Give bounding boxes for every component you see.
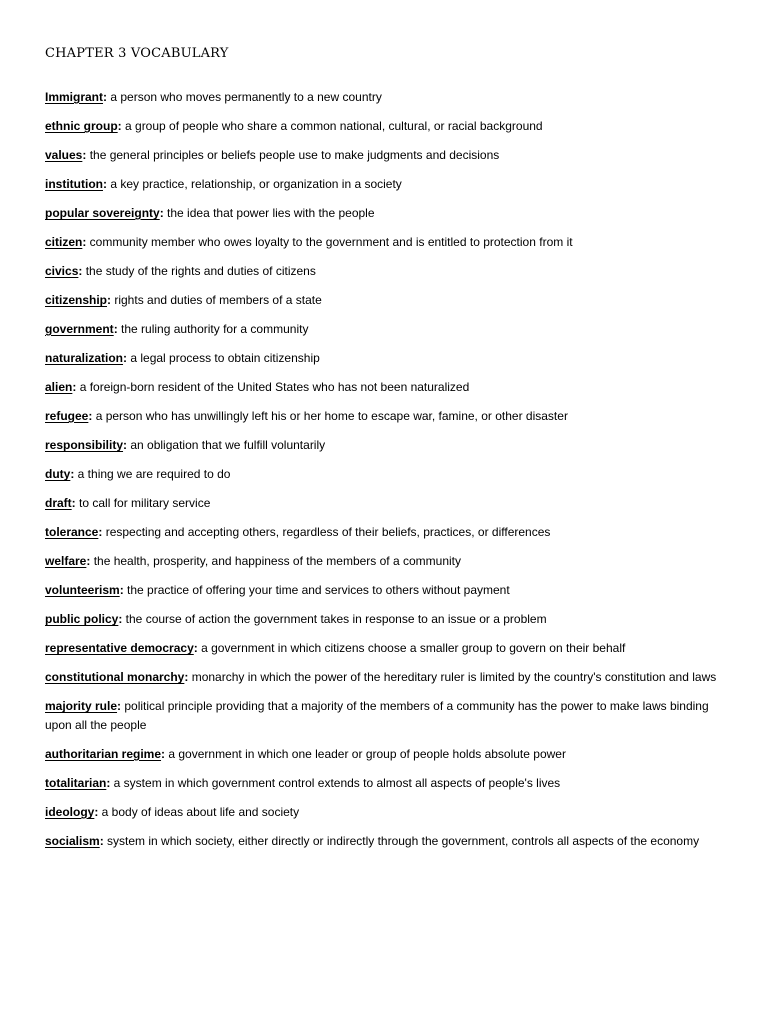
term-separator: :: [119, 583, 124, 597]
vocab-term: totalitarian: [45, 776, 107, 790]
term-separator: :: [161, 747, 166, 761]
term-separator: :: [70, 467, 75, 481]
vocab-definition: a group of people who share a common national, cultural, or racial background: [121, 119, 543, 133]
vocab-term: duty: [45, 467, 71, 481]
vocab-term: constitutional monarchy: [45, 670, 185, 684]
vocab-definition: a legal process to obtain citizenship: [127, 351, 320, 365]
vocab-entry: [45, 407, 725, 426]
vocab-entry: [45, 117, 725, 136]
vocab-entry: [45, 436, 725, 455]
document-page: [45, 44, 725, 861]
vocab-term: alien: [45, 380, 73, 394]
term-separator: :: [88, 409, 93, 423]
vocab-definition: rights and duties of members of a state: [111, 293, 322, 307]
vocab-definition: the general principles or beliefs people use to make judgments and decisions: [86, 148, 500, 162]
vocab-definition: an obligation that we fulfill voluntarily: [127, 438, 326, 452]
term-separator: :: [184, 670, 189, 684]
vocab-term: citizen: [45, 235, 83, 249]
term-separator: :: [117, 699, 122, 713]
vocab-term: civics: [45, 264, 79, 278]
vocab-entry: [45, 610, 725, 629]
document-title: CHAPTER 3 VOCABULARY: [45, 46, 229, 61]
vocab-term: tolerance: [45, 525, 99, 539]
term-separator: :: [106, 776, 111, 790]
vocab-entry: [45, 494, 725, 513]
vocab-definition: a person who has unwillingly left his or her home to escape war, famine, or other disaster: [92, 409, 568, 423]
vocab-entry: [45, 465, 725, 484]
vocab-term: draft: [45, 496, 72, 510]
vocab-entry: [45, 803, 725, 822]
vocab-definition: a government in which citizens choose a smaller group to govern on their behalf: [197, 641, 626, 655]
vocab-definition: the practice of offering your time and services to others without payment: [123, 583, 510, 597]
term-separator: :: [118, 612, 123, 626]
vocab-term: welfare: [45, 554, 87, 568]
vocab-definition: a system in which government control extends to almost all aspects of people's lives: [110, 776, 561, 790]
vocab-term: public policy: [45, 612, 119, 626]
vocab-term: government: [45, 322, 114, 336]
vocab-term: responsibility: [45, 438, 124, 452]
vocab-entry: [45, 668, 725, 687]
vocab-definition: system in which society, either directly or indirectly through the government, controls all aspects of the economy: [103, 834, 700, 848]
term-separator: :: [117, 119, 122, 133]
term-separator: :: [123, 438, 128, 452]
term-separator: :: [102, 177, 107, 191]
vocab-term: Immigrant: [45, 90, 104, 104]
term-separator: :: [86, 554, 91, 568]
vocab-definition: the study of the rights and duties of citizens: [82, 264, 316, 278]
vocab-definition: a government in which one leader or group of people holds absolute power: [165, 747, 566, 761]
term-separator: :: [98, 525, 103, 539]
vocab-entry: [45, 88, 725, 107]
vocab-entry: [45, 233, 725, 252]
vocab-term: majority rule: [45, 699, 118, 713]
vocab-term: naturalization: [45, 351, 124, 365]
vocab-entry: [45, 349, 725, 368]
vocab-entry: [45, 262, 725, 281]
term-separator: :: [107, 293, 112, 307]
vocab-entry: [45, 378, 725, 397]
vocab-entry: [45, 320, 725, 339]
vocab-entry: [45, 832, 725, 851]
vocab-entry: [45, 774, 725, 793]
term-separator: :: [103, 90, 108, 104]
vocab-definition: the ruling authority for a community: [117, 322, 309, 336]
vocab-definition: the health, prosperity, and happiness of the members of a community: [90, 554, 461, 568]
vocab-entry: [45, 146, 725, 165]
term-separator: :: [72, 380, 77, 394]
vocab-term: ethnic group: [45, 119, 118, 133]
vocab-definition: a key practice, relationship, or organization in a society: [106, 177, 402, 191]
vocab-definition: a person who moves permanently to a new country: [107, 90, 382, 104]
vocab-term: socialism: [45, 834, 100, 848]
vocab-term: institution: [45, 177, 103, 191]
vocab-definition: the idea that power lies with the people: [163, 206, 375, 220]
vocab-definition: community member who owes loyalty to the government and is entitled to protection from it: [86, 235, 573, 249]
vocab-definition: respecting and accepting others, regardless of their beliefs, practices, or differences: [102, 525, 551, 539]
vocab-definition: the course of action the government takes in response to an issue or a problem: [122, 612, 547, 626]
vocab-definition: a body of ideas about life and society: [98, 805, 300, 819]
vocab-term: citizenship: [45, 293, 108, 307]
term-separator: :: [71, 496, 76, 510]
vocab-entry: [45, 175, 725, 194]
term-separator: :: [94, 805, 99, 819]
term-separator: :: [82, 235, 87, 249]
vocab-entry: [45, 523, 725, 542]
vocab-entry: [45, 697, 725, 735]
term-separator: :: [78, 264, 83, 278]
vocab-entry: [45, 552, 725, 571]
vocab-entry: [45, 581, 725, 600]
vocab-term: volunteerism: [45, 583, 120, 597]
vocab-term: authoritarian regime: [45, 747, 162, 761]
term-separator: :: [99, 834, 104, 848]
term-separator: :: [123, 351, 128, 365]
vocab-entry: [45, 639, 725, 658]
vocab-definition: a thing we are required to do: [74, 467, 231, 481]
vocab-term: values: [45, 148, 83, 162]
term-separator: :: [159, 206, 164, 220]
vocab-entry: [45, 291, 725, 310]
vocab-entry: [45, 745, 725, 764]
vocabulary-list: [45, 88, 725, 851]
vocab-term: ideology: [45, 805, 95, 819]
vocab-term: popular sovereignty: [45, 206, 160, 220]
term-separator: :: [113, 322, 118, 336]
vocab-definition: political principle providing that a majority of the members of a community has the power to make laws binding upon all the people: [45, 699, 709, 732]
term-separator: :: [82, 148, 87, 162]
vocab-term: refugee: [45, 409, 89, 423]
term-separator: :: [193, 641, 198, 655]
vocab-entry: [45, 204, 725, 223]
vocab-definition: to call for military service: [75, 496, 211, 510]
vocab-term: representative democracy: [45, 641, 194, 655]
vocab-definition: monarchy in which the power of the hereditary ruler is limited by the country's constitution and laws: [188, 670, 717, 684]
vocab-definition: a foreign-born resident of the United States who has not been naturalized: [76, 380, 470, 394]
